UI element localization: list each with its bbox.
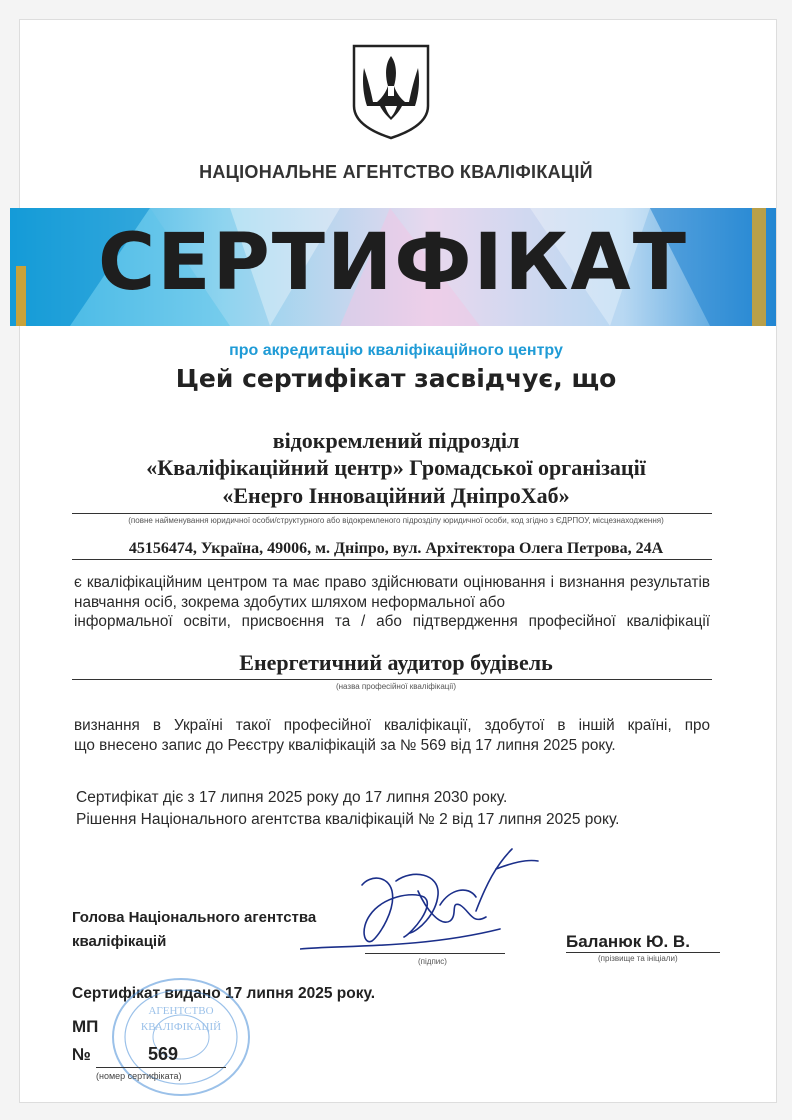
organization-code-address: 45156474, Україна, 49006, м. Дніпро, вул. Архітектора Олега Петрова, 24А: [128, 540, 664, 557]
organization-rule: [72, 513, 712, 514]
certificate-number-label: (номер сертифіката): [96, 1071, 182, 1081]
organization-line-3: «Енерго Інноваційний ДніпроХаб»: [222, 483, 570, 508]
signatory-position-line-1: Голова Національного агентства: [72, 909, 317, 926]
agency-name: НАЦІОНАЛЬНЕ АГЕНТСТВО КВАЛІФІКАЦІЙ: [199, 162, 593, 182]
organization-hint: (повне найменування юридичної особи/структурного або відокремленого підрозділу юридичної особи, код згідно з ЄДРПОУ, місцезнаходження): [128, 516, 664, 525]
qualification-name: Енергетичний аудитор будівель: [239, 650, 553, 675]
recognition-text: визнання в Україні такої професійної кваліфікації, здобутої в іншій країні, про: [74, 717, 710, 734]
rights-text-last: інформальної освіти, присвоєння та / або підтвердження професійної кваліфікації: [74, 613, 710, 630]
certifies-heading: Цей сертифікат засвідчує, що: [175, 364, 617, 393]
rights-paragraph: [74, 573, 710, 632]
svg-text:КВАЛІФІКАЦІЙ: КВАЛІФІКАЦІЙ: [140, 1021, 222, 1033]
validity-period: Сертифікат діє з 17 липня 2025 року до 17 липня 2030 року.: [76, 789, 508, 806]
certificate-subtitle: про акредитацію кваліфікаційного центру: [229, 342, 563, 359]
certificate-number: 569: [148, 1044, 179, 1064]
signatory-position-line-2: кваліфікацій: [72, 933, 167, 950]
title-banner: [10, 208, 776, 326]
signatory-name-label: (прізвище та ініціали): [598, 954, 678, 963]
svg-text:АГЕНТСТВО: АГЕНТСТВО: [148, 1005, 214, 1017]
organization-line-2: «Кваліфікаційний центр» Громадської організації: [146, 455, 646, 480]
issue-date: Сертифікат видано 17 липня 2025 року.: [72, 985, 376, 1002]
qualification-hint: (назва професійної кваліфікації): [335, 682, 457, 691]
agency-decision: Рішення Національного агентства кваліфікацій № 2 від 17 липня 2025 року.: [76, 811, 620, 828]
certificate-title: СЕРТИФІКАТ: [98, 218, 688, 308]
number-sign: №: [72, 1045, 91, 1064]
signatory-name: Баланюк Ю. В.: [566, 932, 690, 951]
certificate-number-rule: [96, 1067, 226, 1068]
qualification-rule: [72, 679, 712, 680]
recognition-paragraph: [74, 716, 710, 755]
address-rule: [72, 559, 712, 560]
signature-rule: [365, 953, 505, 954]
organization-line-1: відокремлений підрозділ: [272, 428, 520, 453]
trident-emblem-icon: [350, 42, 432, 140]
stamp-place-label: МП: [72, 1017, 99, 1036]
signature-label: (підпис): [418, 957, 447, 966]
recognition-text-last: що внесено запис до Реєстру кваліфікацій за № 569 від 17 липня 2025 року.: [74, 736, 616, 754]
rights-text: є кваліфікаційним центром та має право здійснювати оцінювання і визнання результатів навчання осіб, зокрема здобутих шляхом неформальної або: [74, 574, 710, 611]
signatory-name-rule: [566, 952, 720, 953]
handwritten-signature: [300, 845, 540, 965]
